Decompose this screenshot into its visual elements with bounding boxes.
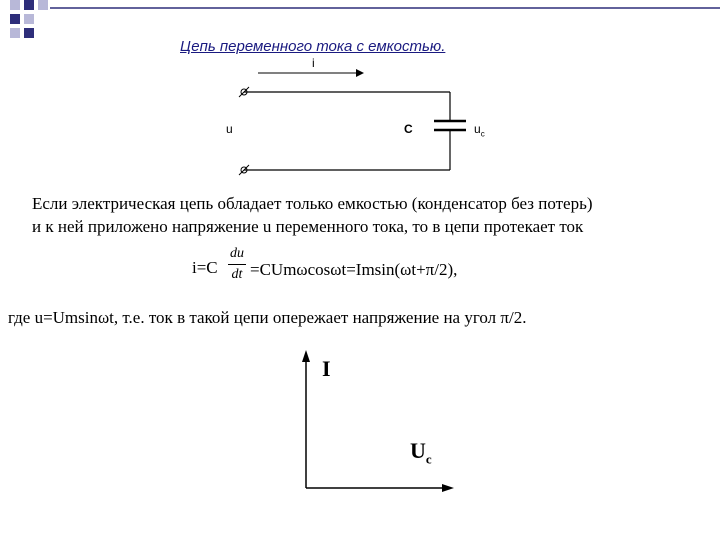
slide-title: Цепь переменного тока с емкостью. bbox=[180, 38, 446, 55]
current-label: i bbox=[312, 56, 315, 70]
fraction-numerator: du bbox=[230, 246, 244, 261]
voltage-label: u bbox=[226, 122, 233, 136]
formula-left: i=C bbox=[192, 258, 218, 277]
voltage-vector-sub: c bbox=[425, 451, 432, 467]
capacitor-voltage-label: $u_c$ bbox=[474, 122, 485, 139]
paragraph-line-1: Если электрическая цепь обладает только емкостью (конденсатор без потерь) bbox=[32, 194, 593, 213]
voltage-vector-label: $U_c$ bbox=[410, 438, 432, 467]
circuit-diagram bbox=[0, 0, 720, 200]
paragraph-line-2: и к ней приложено напряжение u переменного тока, то в цепи протекает ток bbox=[32, 217, 584, 236]
explanation-paragraph bbox=[32, 192, 712, 238]
formula-right: =CUmωcosωt=Imsin(ωt+π/2), bbox=[250, 260, 458, 279]
capacitor-voltage-sub: c bbox=[480, 129, 485, 139]
where-line: где u=Umsinωt, т.е. ток в такой цепи опережает напряжение на угол π/2. bbox=[8, 308, 527, 327]
current-vector-label: I bbox=[322, 356, 331, 381]
vector-diagram bbox=[0, 340, 720, 540]
derivative-fraction bbox=[228, 246, 246, 283]
capacitor-label: C bbox=[404, 122, 413, 136]
fraction-denominator: dt bbox=[231, 267, 243, 282]
fraction-bar bbox=[228, 264, 246, 265]
